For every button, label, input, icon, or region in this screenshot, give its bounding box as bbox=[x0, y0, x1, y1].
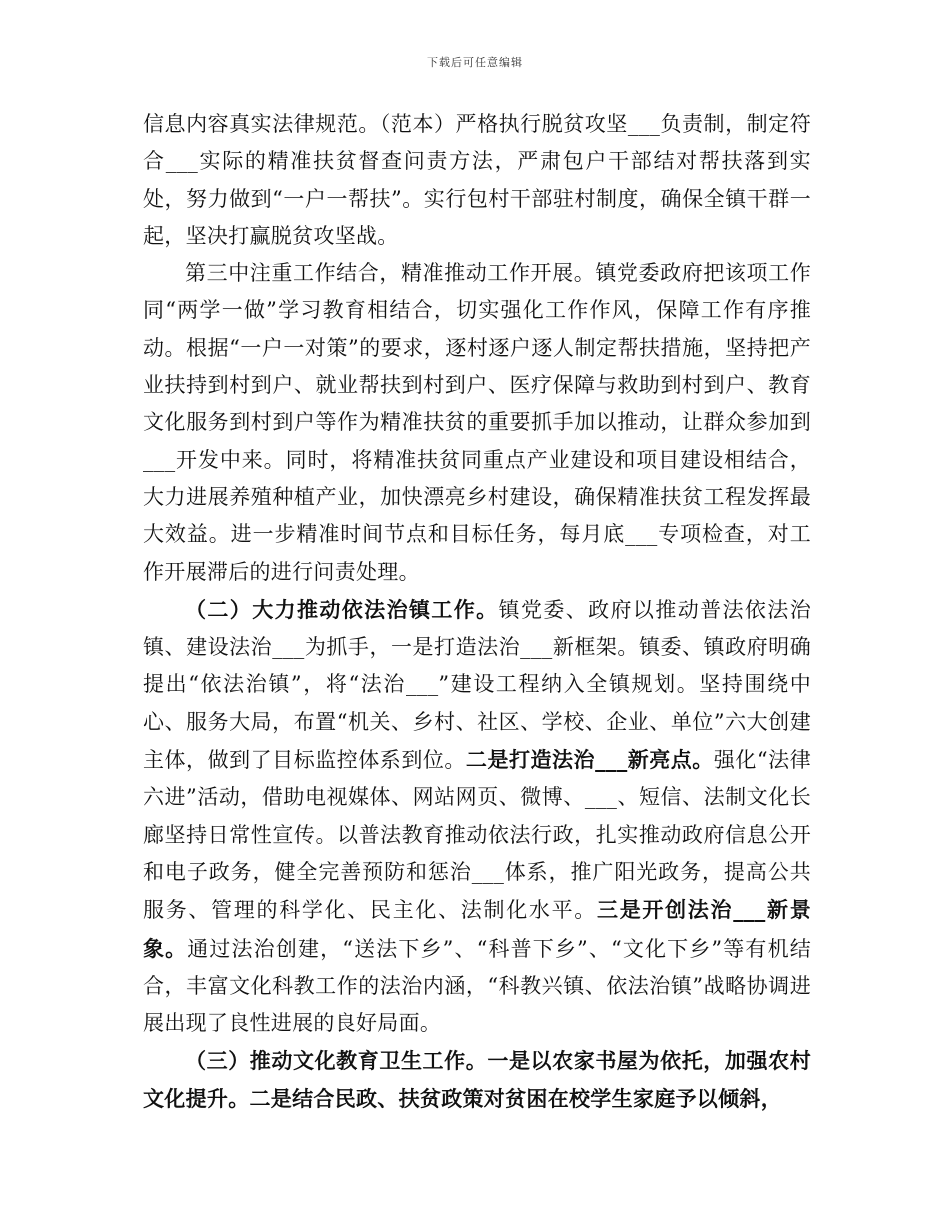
paragraph-3-highlight-3: 三是开创法治___新景象。 bbox=[143, 897, 811, 961]
paragraph-3-text-3: 通过法治创建，“送法下乡”、“科普下乡”、“文化下乡”等有机结合，丰富文化科教工作的法治内涵，“科教兴镇、依法治镇”战略协调进展出现了良性进展的良好局面。 bbox=[143, 936, 811, 1036]
paragraph-3-highlight-2: 二是打造法治___新亮点。 bbox=[465, 747, 714, 773]
document-body bbox=[143, 106, 811, 1117]
paragraph-4: （三）推动文化教育卫生工作。一是以农家书屋为依托，加强农村文化提升。二是结合民政、扶贫政策对贫困在校学生家庭予以倾斜， bbox=[143, 1048, 811, 1111]
paragraph-3-text-1: 镇党委、政府以推动普法依法治镇、建设法治___为抓手，一是打造法治___新框架。镇委、镇政府明确提出“依法治镇”，将“法治___”建设工程纳入全镇规划。坚持围绕中心、服务大局，布置“机关、乡村、社区、学校、企业、单位”六大创建主体，做到了目标监控体系到位。 bbox=[143, 597, 811, 773]
page-header: 下载后可任意编辑 bbox=[427, 56, 523, 69]
paragraph-3-text-2: 强化“法律六进”活动，借助电视媒体、网站网页、微博、___、短信、法制文化长廊坚持日常性宣传。以普法教育推动依法行政，扎实推动政府信息公开和电子政务，健全完善预防和惩治___体系，推广阳光政务，提高公共服务、管理的科学化、民主化、法制化水平。 bbox=[143, 748, 811, 923]
paragraph-2: 第三中注重工作结合，精准推动工作开展。镇党委政府把该项工作同“两学一做”学习教育相结合，切实强化工作作风，保障工作有序推动。根据“一户一对策”的要求，逐村逐户逐人制定帮扶措施，坚持把产业扶持到村到户、就业帮扶到村到户、医疗保障与救助到村到户、教育文化服务到村到户等作为精准扶贫的重要抓手加以推动，让群众参加到___开发中来。同时，将精准扶贫同重点产业建设和项目建设相结合，大力进展养殖种植产业，加快漂亮乡村建设，确保精准扶贫工程发挥最大效益。进一步精准时间节点和目标任务，每月底___专项检查，对工作开展滞后的进行问责处理。 bbox=[143, 261, 811, 584]
section-heading-rule-of-law: （二）大力推动依法治镇工作。 bbox=[185, 596, 499, 622]
paragraph-3 bbox=[143, 591, 811, 1043]
paragraph-1: 信息内容真实法律规范。（范本）严格执行脱贫攻坚___负责制，制定符合___实际的精准扶贫督查问责方法，严肃包户干部结对帮扶落到实处，努力做到“一户一帮扶”。实行包村干部驻村制度，确保全镇干群一起，坚决打赢脱贫攻坚战。 bbox=[143, 112, 811, 248]
